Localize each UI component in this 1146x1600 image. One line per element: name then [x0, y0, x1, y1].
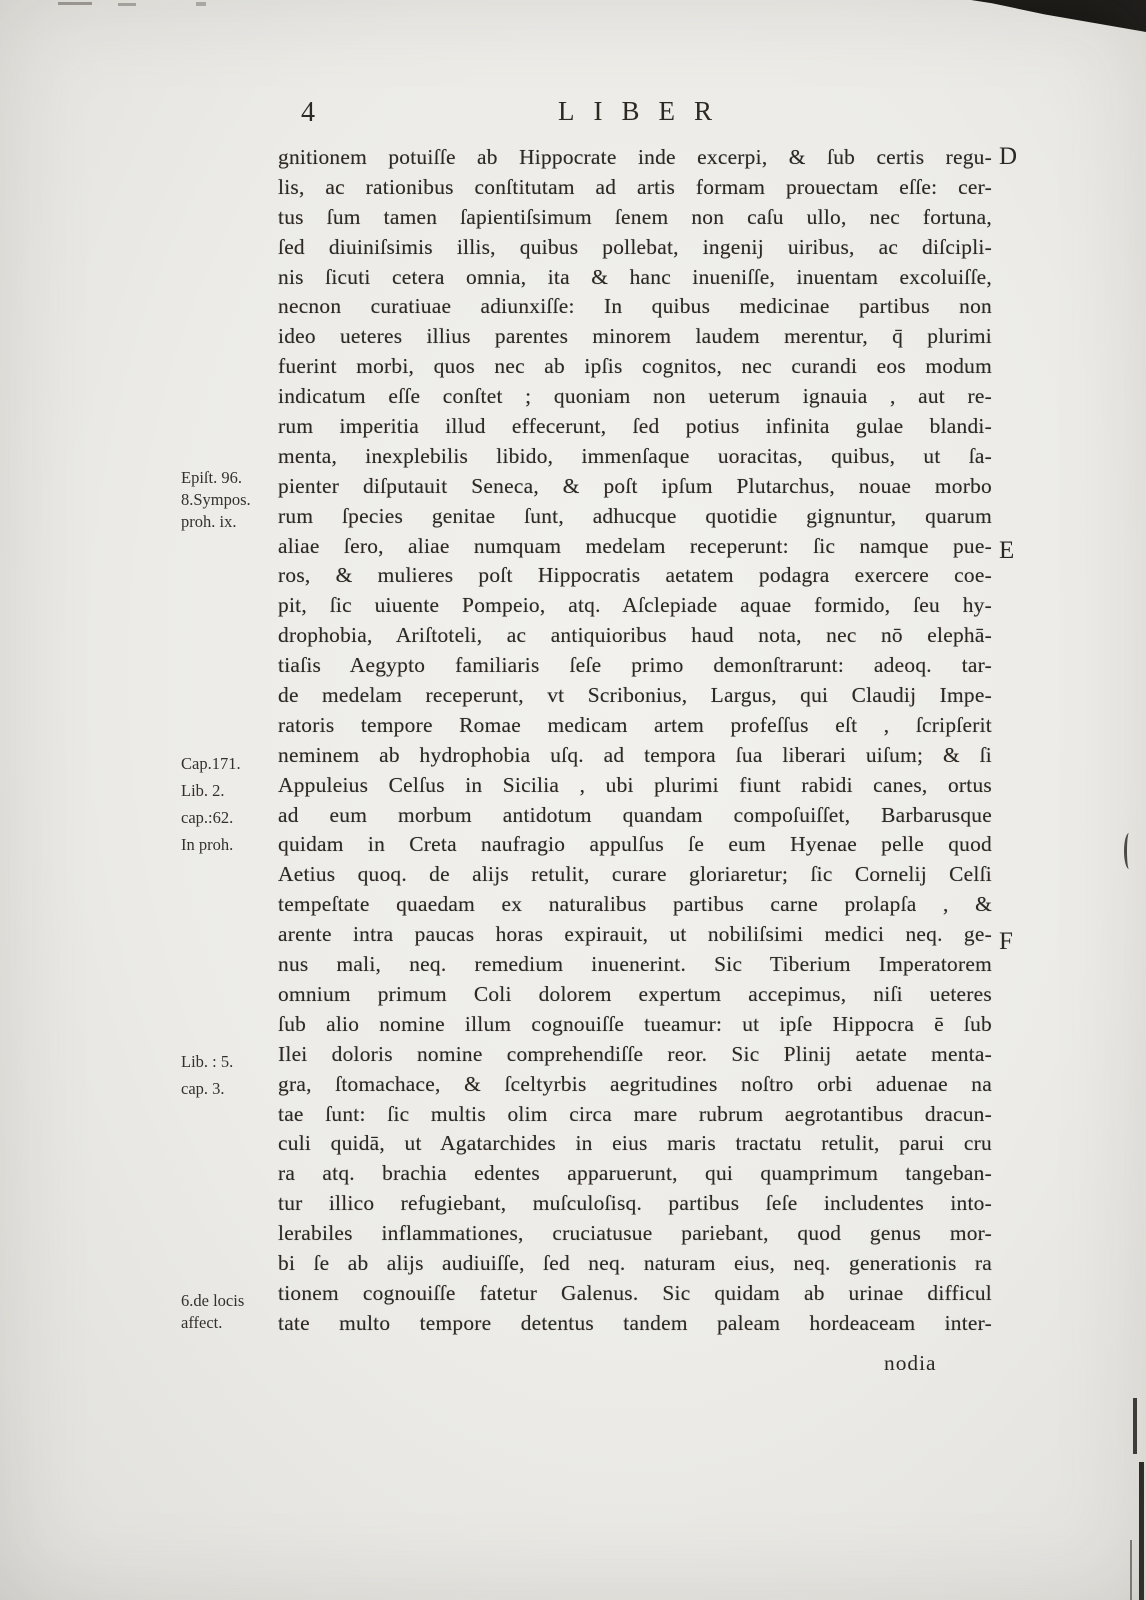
text-line: neminem ab hydrophobia uſq. ad tempora ſua liberari uiſum; & ſi	[278, 742, 992, 767]
text-line: Appuleius Celſus in Sicilia , ubi plurimi fiunt rabidi canes, ortus	[278, 772, 992, 797]
margin-note-line: proh. ix.	[181, 512, 237, 531]
scan-edge-artifact	[1139, 1462, 1144, 1600]
catchword: nodia	[884, 1351, 937, 1375]
text-line: ideo ueteres illius parentes minorem laudem merentur, q̄ plurimi	[278, 324, 992, 349]
text-line: ros, & mulieres poſt Hippocratis aetatem podagra exercere coe-	[278, 563, 992, 588]
text-line: tate multo tempore detentus tandem paleam hordeaceam inter-	[278, 1310, 992, 1335]
text-line: aliae ſero, aliae numquam medelam receperunt: ſic namque pue-	[278, 533, 992, 558]
text-line: lerabiles inflammationes, cruciatusue pariebant, quod genus mor-	[278, 1221, 992, 1246]
text-line: necnon curatiuae adiunxiſſe: In quibus medicinae partibus non	[278, 294, 992, 319]
margin-note-line: 6.de locis	[181, 1291, 245, 1310]
section-letter-d: D	[999, 143, 1018, 170]
margin-note	[181, 467, 276, 533]
scan-edge-artifact	[1124, 833, 1134, 869]
text-line: quidam in Creta naufragio appulſus ſe eum Hyenae pelle quod	[278, 832, 992, 857]
text-line: tus ſum tamen ſapientiſsimum ſenem non caſu ullo, nec fortuna,	[278, 204, 992, 229]
margin-note-line: Lib. 2.	[181, 781, 225, 800]
text-line: tur illico refugiebant, muſculoſisq. partibus ſeſe includentes into-	[278, 1191, 992, 1216]
margin-note-line: In proh.	[181, 835, 234, 854]
text-line: ſub alio nomine illum cognouiſſe tueamur: ut ipſe Hippocra ē ſub	[278, 1011, 992, 1036]
text-line: arente intra paucas horas expirauit, ut nobiliſsimi medici neq. ge-	[278, 922, 992, 947]
text-line: gnitionem potuiſſe ab Hippocrate inde excerpi, & ſub certis regu-	[278, 145, 992, 169]
margin-note-line: affect.	[181, 1313, 223, 1332]
margin-note-line: cap. 3.	[181, 1079, 225, 1098]
text-line: tempeſtate quaedam ex naturalibus partibus carne prolapſa , &	[278, 892, 992, 917]
margin-note-line: Cap.171.	[181, 754, 241, 773]
margin-note-line: Epiſt. 96.	[181, 468, 242, 487]
scan-edge-artifact	[1133, 1398, 1137, 1454]
text-line: nus mali, neq. remedium inuenerint. Sic Tiberium Imperatorem	[278, 952, 992, 977]
text-line: ra atq. brachia edentes apparuerunt, qui quamprimum tangeban-	[278, 1161, 992, 1186]
text-line: menta, inexplebilis libido, immenſaque uoracitas, quibus, ut ſa-	[278, 443, 992, 468]
text-line: ſed diuiniſsimis illis, quibus pollebat, ingenij uiribus, ac diſcipli-	[278, 234, 992, 259]
text-line: pit, ſic uiuente Pompeio, atq. Aſclepiade aquae formido, ſeu hy-	[278, 593, 992, 618]
text-line: tae ſunt: ſic multis olim circa mare rubrum aegrotantibus dracun-	[278, 1101, 992, 1126]
text-line: culi quidā, ut Agatarchides in eius maris tractatu retulit, parui cru	[278, 1131, 992, 1156]
text-line: tiaſis Aegypto familiaris ſeſe primo demonſtrarunt: adeoq. tar-	[278, 653, 992, 678]
margin-note	[181, 1290, 276, 1334]
margin-note	[181, 1048, 276, 1102]
margin-note-line: 8.Sympos.	[181, 490, 251, 509]
text-line: omnium primum Coli dolorem expertum accepimus, niſi ueteres	[278, 981, 992, 1006]
scan-corner-artifact	[971, 0, 1146, 32]
text-line: rum imperitia illud effecerunt, ſed potius infinita gulae blandi-	[278, 414, 992, 439]
text-line: pienter diſputauit Seneca, & poſt ipſum Plutarchus, nouae morbo	[278, 473, 992, 498]
section-letter-e: E	[999, 537, 1015, 564]
text-line: rum ſpecies genitae ſunt, adhucque quotidie gignuntur, quarum	[278, 503, 992, 528]
text-line: drophobia, Ariſtoteli, ac antiquioribus haud nota, nec nō elephā-	[278, 623, 992, 648]
text-line: nis ſicuti cetera omnia, ita & hanc inueniſſe, inuentam excoluiſſe,	[278, 264, 992, 289]
text-line: bi ſe ab alijs audiuiſſe, ſed neq. naturam eius, neq. generationis ra	[278, 1250, 992, 1275]
text-line: ad eum morbum antidotum quandam compoſuiſſet, Barbarusque	[278, 802, 992, 827]
page-number: 4	[301, 97, 315, 128]
scan-edge-artifact	[118, 3, 136, 6]
margin-note-line: cap.:62.	[181, 808, 234, 827]
text-line: indicatum eſſe conſtet ; quoniam non ueterum ignauia , aut re-	[278, 384, 992, 409]
text-line: tionem cognouiſſe fatetur Galenus. Sic quidam ab urinae difficul	[278, 1280, 992, 1305]
margin-note	[181, 750, 276, 858]
text-line: gra, ſtomachace, & ſceltyrbis aegritudines noſtro orbi aduenae na	[278, 1071, 992, 1096]
scan-edge-artifact	[58, 2, 92, 5]
section-letter-f: F	[999, 928, 1013, 955]
text-line: Ilei doloris nomine comprehendiſſe reor. Sic Plinij aetate menta-	[278, 1041, 992, 1066]
text-line: lis, ac rationibus conſtitutam ad artis formam prouectam eſſe: cer-	[278, 174, 992, 199]
margin-note-line: Lib. : 5.	[181, 1052, 234, 1071]
text-line: de medelam receperunt, vt Scribonius, Largus, qui Claudij Impe-	[278, 683, 992, 708]
body-text	[278, 143, 992, 1339]
scan-edge-artifact	[196, 2, 206, 6]
running-header: LIBER	[558, 96, 731, 126]
text-line: Aetius quoq. de alijs retulit, curare gloriaretur; ſic Cornelij Celſi	[278, 862, 992, 887]
text-line: fuerint morbi, quos nec ab ipſis cognitos, nec curandi eos modum	[278, 354, 992, 379]
text-line: ratoris tempore Romae medicam artem profeſſus eſt , ſcripſerit	[278, 712, 992, 737]
scan-edge-artifact	[1130, 1540, 1132, 1600]
